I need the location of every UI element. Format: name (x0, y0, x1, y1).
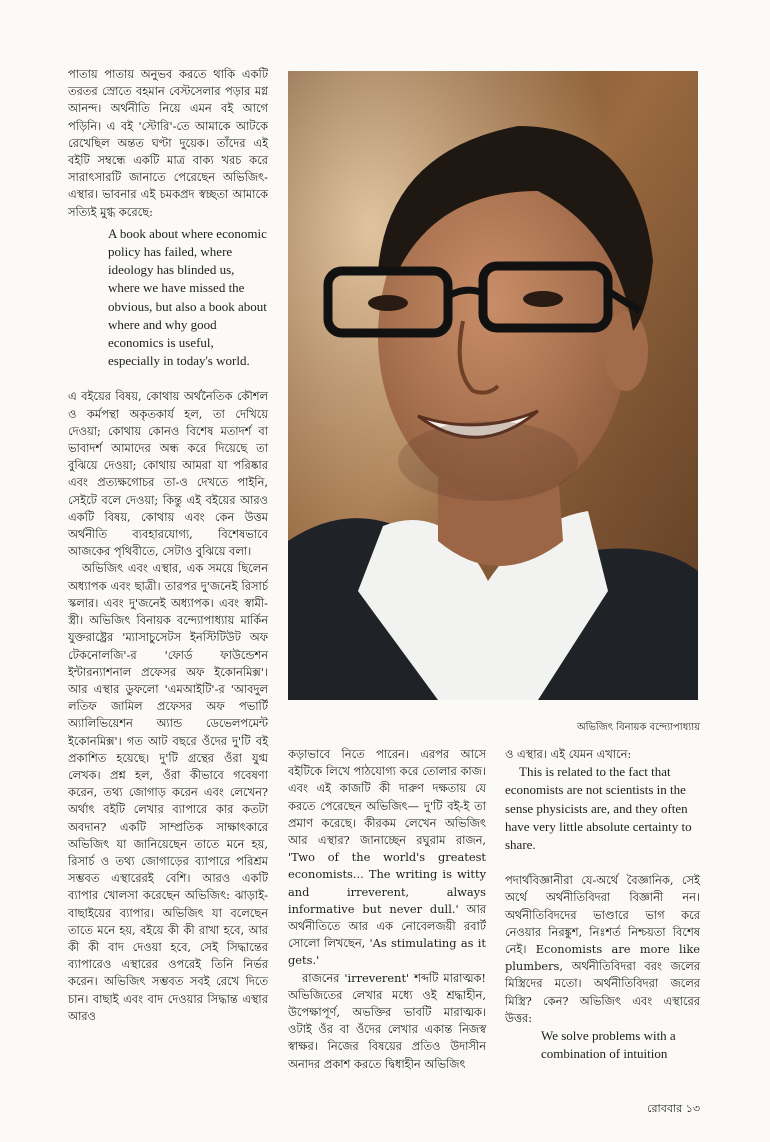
english-quote-problems: We solve problems with a combination of intuition (541, 1028, 676, 1062)
english-quote-economists: This is related to the fact that economists are not scientists in the sense physicists are, and they often have very little absolute certainty to share. (505, 764, 692, 853)
column-1 (68, 66, 268, 1025)
photo-caption: অভিজিৎ বিনায়ক বন্দ্যোপাধ্যায় (576, 722, 700, 733)
column-3-intro: ও এস্থার। এই যেমন এখানে: (505, 747, 632, 761)
portrait-illustration (288, 71, 698, 700)
column-3 (505, 746, 700, 1063)
irreverent-paragraph: রাজনের 'irreverent' শব্দটি মারাত্মক! অভিজিতের লেখার মধ্যে ওই শ্রদ্ধাহীন, উপেক্ষাপূর্ণ, অভক্তির ভাবটি মারাত্মক। ওটাই ওঁর বা ওঁদের লেখার একান্ত নিজস্ব স্বাক্ষর। নিজের বিষয়ের প্রতিও উদাসীন অনাদর প্রকাশ করতে দ্বিধাহীন অভিজিৎ (288, 970, 486, 1071)
intro-paragraph: পাতায় পাতায় অনুভব করতে থাকি একটি তরতর স্রোতে বহমান বেস্টসেলার পড়ার মগ্ন আনন্দ। অর্থনীতি নিয়ে এমন বই আগে পড়িনি। এ বই 'স্টোরি'-তে আমাকে আটকে রেখেছিল অন্তত ঘণ্টা দুয়েক। তাঁদের এই বইটি সম্বন্ধে একটি মাত্র বাক্য খরচ করে সারাৎসারটি জানাতে পেরেছেন অভিজিৎ-এস্থার। ভাবনার এই চমকপ্রদ স্বচ্ছতা আমাকে সত্যিই মুগ্ধ করেছে: (68, 67, 268, 219)
subject-paragraph: এ বইয়ের বিষয়, কোথায় অর্থনৈতিক কৌশল ও কর্মপন্থা অকৃতকার্য হল, তা দেখিয়ে দেওয়া; কোথায় কোনও বিশেষ মতাদর্শ বা ভাবাদর্শ আমাদের অন্ধ করে দিয়েছে তা বুঝিয়ে দেওয়া; কোথায় আমরা যা পরিষ্কার এবং প্রত্যক্ষগোচর তা-ও দেখতে পাইনি, সেইটে বলে দেওয়া; কিন্তু এই বইয়ের আরও একটি বিষয়, কোথায় এবং কেন উত্তম অর্থনীতি ব্যবহারযোগ্য, বিশেষভাবে আজকের পৃথিবীতে, সেটাও বুঝিয়ে বলা। (68, 389, 268, 559)
column-2 (288, 746, 486, 1073)
writing-style-paragraph: কড়াভাবে নিতে পারেন। এরপর আসে বইটিকে লিখে পাঠযোগ্য করে তোলার কাজ। এবং এই কাজটি কী দারুণ দক্ষতায় যে করতে পেরেছেন অভিজিৎ— দু'টি বই-ই তা প্রমাণ করেছে। কীরকম লেখেন অভিজিৎ আর এস্থার? জানাচ্ছেন রঘুরাম রাজন, 'Two of the world's greatest economists... The writing is witty and irreverent, always informative but never dull.' আর অর্থনীতিতে আর এক নোবেলজয়ী রবার্ট সোলো লিখছেন, 'As stimulating as it gets.' (288, 747, 486, 968)
english-quote: A book about where economic policy has failed, where ideology has blinded us, where we have missed the obvious, but also a book about where and why good economics is useful, especially in today's world. (108, 225, 267, 369)
portrait-photo (288, 71, 698, 700)
page-number: রোববার ১৩ (647, 1102, 700, 1115)
authors-paragraph: অভিজিৎ এবং এস্থার, এক সময়ে ছিলেন অধ্যাপক এবং ছাত্রী। তারপর দু'জনেই রিসার্চ স্কলার। এবং দু'জনেই অধ্যাপক। এবং স্বামী-স্ত্রী। অভিজিৎ বিনায়ক বন্দ্যোপাধ্যায় মার্কিন যুক্তরাষ্ট্রের 'ম্যাসাচুসেটস ইনস্টিটিউট অফ টেকনোলজি'-র 'ফোর্ড ফাউন্ডেশন ইন্টারন্যাশনাল প্রফেসর অফ ইকোনমিক্স'। আর এস্থার ডুফলো 'এমআইটি'-র 'আবদুল লতিফ জামিল প্রফেসর অফ পভার্টি অ্যালিভিয়েশন অ্যান্ড ডেভেলপমেন্ট ইকোনমিক্স'। গত আট বছরে ওঁদের দু'টি বই প্রকাশিত হয়েছে। দু'টি গ্রন্থের ওঁরা যুগ্ম লেখক। প্রশ্ন হল, ওঁরা কীভাবে গবেষণা করেন, তথ্য জোগাড় করেন এবং লেখেন? অর্থাৎ বইটি লেখার ব্যাপারে কার কতটা অবদান? একটি সাম্প্রতিক সাক্ষাৎকারে অভিজিৎ যা জানিয়েছেন তাতে মনে হয়, রিসার্চ ও তথ্য জোগাড়ের ব্যাপারে পরিশ্রম সম্ভবত এস্থারেরই বেশি। আরও একটি ব্যাপার খোলসা করেছেন অভিজিৎ: ঝাড়াই-বাছাইয়ের ব্যাপার। অভিজিৎ যা বলেছেন তাতে মনে হয়, বইয়ে কী কী রাখা হবে, আর কী কী বাদ দেওয়া হবে, সেই সিদ্ধান্তের ব্যাপারেও এস্থারের ওপরেই তিনি নির্ভর করেন। অভিজিৎ সম্ভবত সবই রেখে দিতে চান। বাছাই এবং বাদ দেওয়ার সিদ্ধান্ত এস্থার আরও (68, 561, 268, 1023)
plumbers-paragraph: পদার্থবিজ্ঞানীরা যে-অর্থে বৈজ্ঞানিক, সেই অর্থে অর্থনীতিবিদরা বিজ্ঞানী নন। অর্থনীতিবিদদের ভাণ্ডারে ভাগ করে নেওয়ার নিরঙ্কুশ, নিঃশর্ত নিশ্চয়তা বিশেষ নেই। Economists are more like plumbers, অর্থনীতিবিদরা বরং জলের মিস্ত্রিদের মতো। অর্থনীতিবিদরা জলের মিস্ত্রি? কেন? অভিজিৎ এবং এস্থারের উত্তর: (505, 873, 700, 1025)
